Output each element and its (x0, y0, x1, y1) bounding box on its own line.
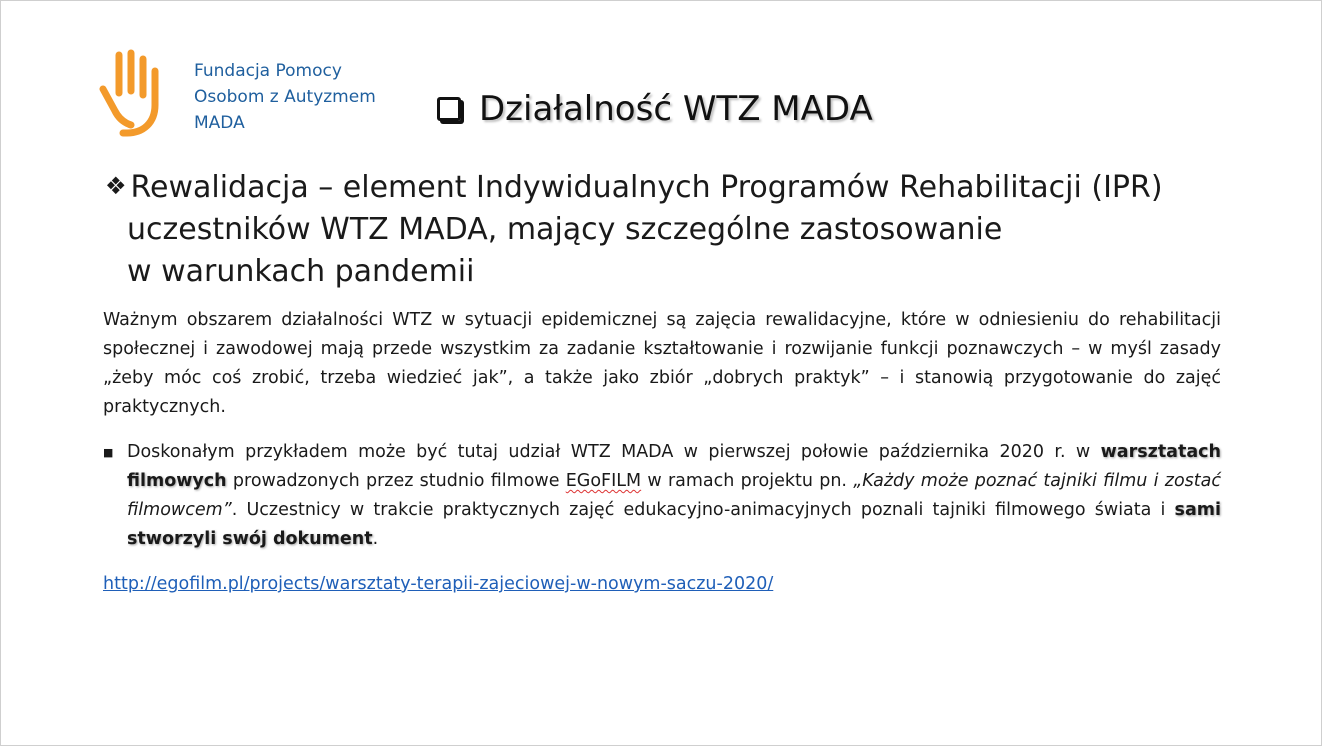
bullet-text-part-2: prowadzonych przez studnio filmowe (226, 471, 566, 491)
foundation-logo (97, 49, 397, 141)
bullet-bold-documentary: sami stworzyli swój dokument (127, 500, 1221, 549)
hand-icon (97, 49, 167, 141)
egofilm-link[interactable]: http://egofilm.pl/projects/warsztaty-terapii-zajeciowej-w-nowym-saczu-2020/ (103, 574, 774, 594)
bullet-text-part-4: . Uczestnicy w trakcie praktycznych zajęć edukacyjno-animacyjnych poznali tajniki filmowego świata i (231, 500, 1175, 520)
bullet-bold-workshops: warsztatach filmowych (127, 442, 1221, 491)
diamond-bullet-icon: ❖ (105, 172, 127, 200)
subheading-line-2: uczestników WTZ MADA, mający szczególne zastosowanie (127, 212, 1003, 247)
bullet-text-part-5: . (372, 529, 379, 549)
slide-title (437, 89, 873, 129)
slide-title-text: Działalność WTZ MADA (479, 89, 873, 129)
logo-line-2: Osobom z Autyzmem (194, 87, 376, 107)
logo-line-1: Fundacja Pomocy (194, 61, 342, 81)
subheading-line-3: w warunkach pandemii (127, 254, 475, 289)
logo-line-3: MADA (194, 113, 245, 133)
bullet-text-part-3: w ramach projektu pn. (641, 471, 854, 491)
checkbox-icon (437, 97, 461, 121)
bullet-project-title: „Każdy może poznać tajniki filmu i zostać filmowcem” (127, 471, 1221, 520)
subheading-line-1 (105, 165, 1225, 209)
bullet-studio-name: EGoFILM (565, 471, 642, 491)
intro-paragraph: Ważnym obszarem działalności WTZ w sytuacji epidemicznej są zajęcia rewalidacyjne, które w odniesieniu do rehabilitacji społecznej i zawodowej mają przede wszystkim za zadanie kształtowanie i rozwijanie funkcji poznawczych – w myśl zasady „żeby móc coś zrobić, trzeba wiedzieć jak”, a także jako zbiór „dobrych praktyk” – i stanowią przygotowanie do zajęć praktycznych. (103, 310, 1221, 417)
logo-text (194, 58, 376, 136)
bullet-text-part-1: Doskonałym przykładem może być tutaj udział WTZ MADA w pierwszej połowie października 2020 r. w (127, 442, 1101, 462)
bullet-text (127, 438, 1221, 554)
subheading (105, 165, 1225, 293)
subheading-line-1-text: Rewalidacja – element Indywidualnych Programów Rehabilitacji (IPR) (130, 170, 1163, 205)
square-bullet-icon: ■ (103, 446, 114, 459)
bullet-item (103, 438, 1221, 554)
